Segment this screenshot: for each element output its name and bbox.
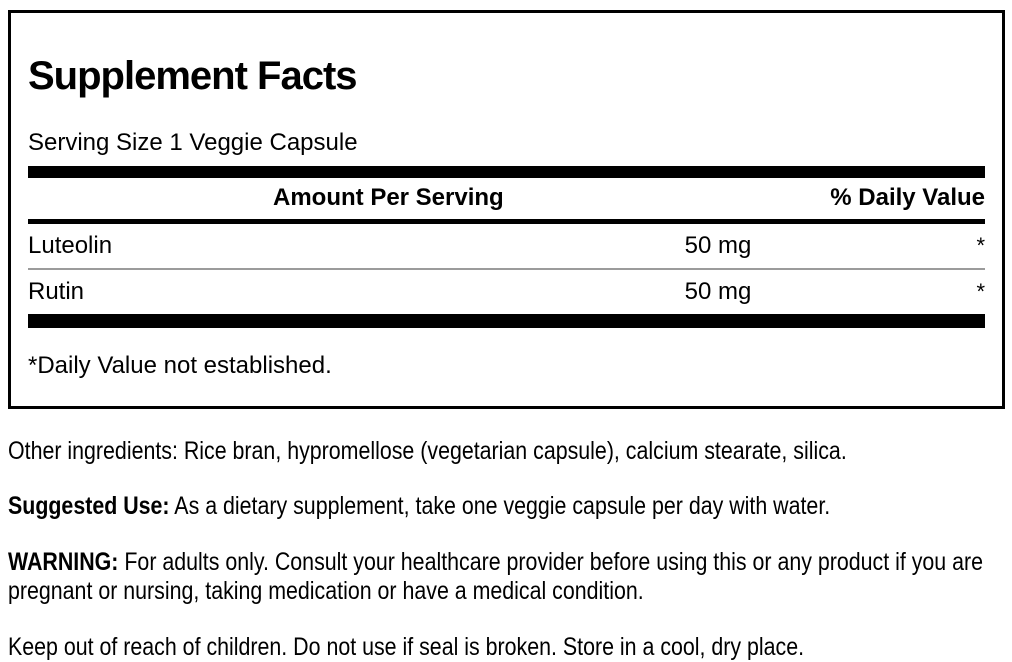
ingredient-name: Luteolin bbox=[28, 231, 113, 259]
warning-label: WARNING: bbox=[8, 547, 119, 576]
daily-value-footnote: *Daily Value not established. bbox=[28, 351, 332, 379]
label-info-block bbox=[8, 437, 1005, 662]
separator-bar-bottom bbox=[28, 314, 985, 328]
supplement-facts-panel bbox=[8, 10, 1005, 409]
ingredient-name: Rutin bbox=[28, 277, 85, 305]
panel-title: Supplement Facts bbox=[28, 54, 357, 98]
table-row bbox=[28, 224, 985, 268]
warning-text bbox=[8, 548, 1005, 607]
other-ingredients-value: Other ingredients: Rice bran, hypromellose (vegetarian capsule), calcium stearate, silica. bbox=[8, 436, 847, 465]
ingredient-daily-value: * bbox=[976, 232, 985, 258]
ingredient-amount: 50 mg bbox=[684, 231, 752, 259]
suggested-use-text bbox=[8, 492, 1005, 522]
daily-value-header: % Daily Value bbox=[830, 183, 985, 211]
ingredient-amount: 50 mg bbox=[684, 277, 752, 305]
table-row bbox=[28, 270, 985, 314]
suggested-use-value: As a dietary supplement, take one veggie capsule per day with water. bbox=[174, 492, 831, 521]
storage-instructions-text: Keep out of reach of children. Do not use if seal is broken. Store in a cool, dry place. bbox=[8, 632, 805, 661]
ingredient-daily-value: * bbox=[976, 278, 985, 304]
suggested-use-label: Suggested Use: bbox=[8, 492, 170, 521]
serving-size: Serving Size 1 Veggie Capsule bbox=[28, 129, 358, 156]
table-header-row bbox=[28, 178, 985, 219]
other-ingredients-text bbox=[8, 437, 1005, 467]
amount-per-serving-header: Amount Per Serving bbox=[273, 183, 504, 211]
separator-bar-top bbox=[28, 166, 985, 178]
warning-value: For adults only. Consult your healthcare provider before using this or any product if you are pregnant or nursing, taking medication or have a medical condition. bbox=[8, 547, 984, 606]
